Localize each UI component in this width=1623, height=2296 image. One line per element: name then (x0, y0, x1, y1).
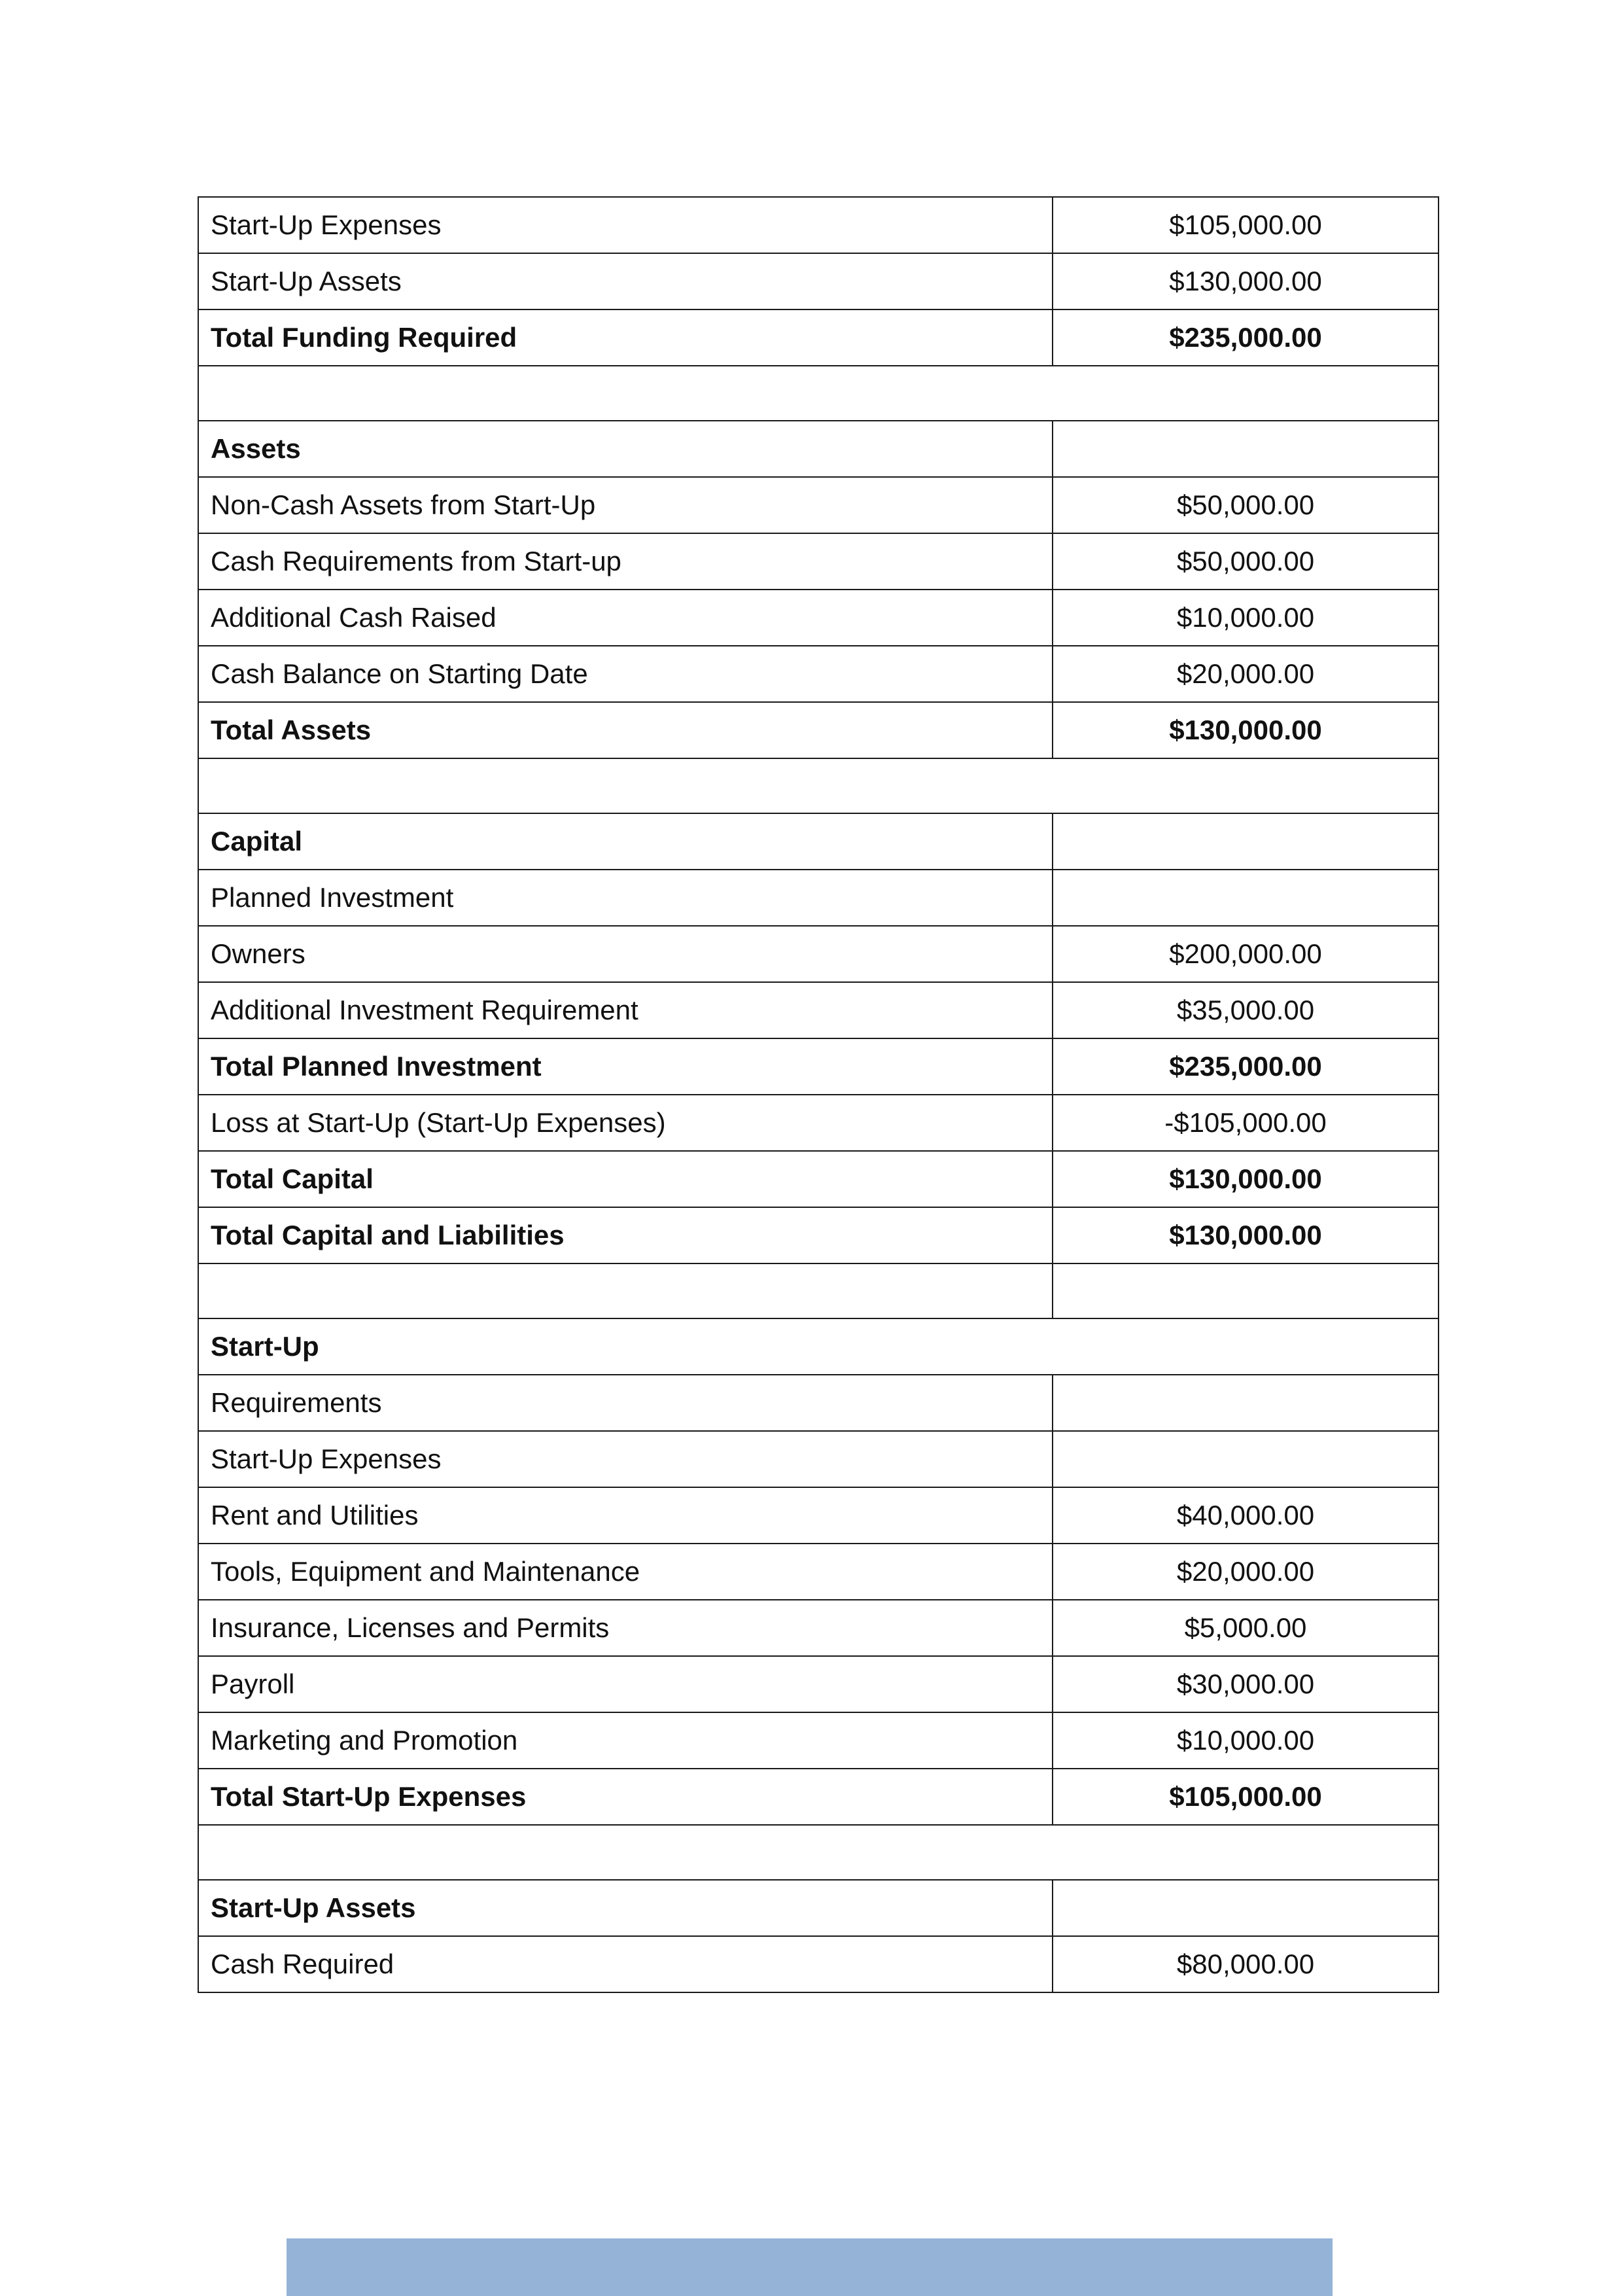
row-amount: $20,000.00 (1053, 646, 1439, 702)
row-label: Insurance, Licenses and Permits (198, 1600, 1053, 1656)
row-label: Total Capital and Liabilities (198, 1207, 1053, 1263)
row-label: Total Start-Up Expenses (198, 1769, 1053, 1825)
section-header-label: Start-Up (198, 1318, 1439, 1375)
table-row (198, 870, 1439, 926)
row-label: Marketing and Promotion (198, 1712, 1053, 1769)
table-row (198, 982, 1439, 1038)
total-row (198, 1151, 1439, 1207)
row-amount: $20,000.00 (1053, 1544, 1439, 1600)
table-row (198, 197, 1439, 253)
row-amount: $40,000.00 (1053, 1487, 1439, 1544)
funding-table-body (198, 197, 1439, 1992)
row-amount: $105,000.00 (1053, 197, 1439, 253)
row-amount (1053, 813, 1439, 870)
row-amount: $105,000.00 (1053, 1769, 1439, 1825)
row-label: Rent and Utilities (198, 1487, 1053, 1544)
row-label: Capital (198, 813, 1053, 870)
row-amount: $10,000.00 (1053, 1712, 1439, 1769)
total-row (198, 1880, 1439, 1936)
row-amount: $10,000.00 (1053, 590, 1439, 646)
funding-table (198, 196, 1439, 1993)
row-label: Total Assets (198, 702, 1053, 758)
table-row (198, 1487, 1439, 1544)
table-row (198, 1656, 1439, 1712)
row-amount: -$105,000.00 (1053, 1095, 1439, 1151)
row-label: Cash Balance on Starting Date (198, 646, 1053, 702)
row-label: Cash Required (198, 1936, 1053, 1992)
table-row (198, 1544, 1439, 1600)
row-label: Payroll (198, 1656, 1053, 1712)
row-amount: $80,000.00 (1053, 1936, 1439, 1992)
row-label: Start-Up Assets (198, 1880, 1053, 1936)
spacer-cell (198, 758, 1439, 813)
row-amount: $35,000.00 (1053, 982, 1439, 1038)
row-amount: $30,000.00 (1053, 1656, 1439, 1712)
row-label: Start-Up Expenses (198, 197, 1053, 253)
row-amount (1053, 870, 1439, 926)
spacer-cell (198, 1825, 1439, 1880)
row-amount (1053, 1375, 1439, 1431)
row-amount: $235,000.00 (1053, 1038, 1439, 1095)
total-row (198, 1038, 1439, 1095)
row-amount: $200,000.00 (1053, 926, 1439, 982)
row-amount: $50,000.00 (1053, 477, 1439, 533)
row-amount: $130,000.00 (1053, 1207, 1439, 1263)
spacer-row (198, 366, 1439, 421)
row-label: Total Capital (198, 1151, 1053, 1207)
table-row (198, 533, 1439, 590)
spacer-row (198, 1825, 1439, 1880)
table-row (198, 1712, 1439, 1769)
total-row (198, 702, 1439, 758)
row-label: Planned Investment (198, 870, 1053, 926)
table-row (198, 1375, 1439, 1431)
spacer-row (198, 1263, 1439, 1318)
total-row (198, 813, 1439, 870)
row-amount (1053, 1431, 1439, 1487)
row-amount (1053, 421, 1439, 477)
row-amount: $130,000.00 (1053, 253, 1439, 309)
row-label: Additional Investment Requirement (198, 982, 1053, 1038)
table-row (198, 1431, 1439, 1487)
row-label: Additional Cash Raised (198, 590, 1053, 646)
row-amount: $130,000.00 (1053, 1151, 1439, 1207)
total-row (198, 309, 1439, 366)
row-label: Loss at Start-Up (Start-Up Expenses) (198, 1095, 1053, 1151)
table-row (198, 646, 1439, 702)
row-amount: $50,000.00 (1053, 533, 1439, 590)
row-amount (1053, 1880, 1439, 1936)
row-label: Start-Up Assets (198, 253, 1053, 309)
row-label: Owners (198, 926, 1053, 982)
section-header-row (198, 1318, 1439, 1375)
row-label: Total Funding Required (198, 309, 1053, 366)
row-label: Start-Up Expenses (198, 1431, 1053, 1487)
row-amount: $130,000.00 (1053, 702, 1439, 758)
table-row (198, 1600, 1439, 1656)
spacer-row (198, 758, 1439, 813)
row-label: Assets (198, 421, 1053, 477)
table-row (198, 590, 1439, 646)
row-label: Non-Cash Assets from Start-Up (198, 477, 1053, 533)
row-amount: $235,000.00 (1053, 309, 1439, 366)
total-row (198, 1207, 1439, 1263)
row-amount: $5,000.00 (1053, 1600, 1439, 1656)
table-row (198, 926, 1439, 982)
table-row (198, 1936, 1439, 1992)
spacer-cell (198, 1263, 1053, 1318)
table-row (198, 477, 1439, 533)
footer-bar (287, 2238, 1333, 2296)
spacer-cell (1053, 1263, 1439, 1318)
total-row (198, 1769, 1439, 1825)
table-row (198, 1095, 1439, 1151)
row-label: Requirements (198, 1375, 1053, 1431)
row-label: Cash Requirements from Start-up (198, 533, 1053, 590)
spacer-cell (198, 366, 1439, 421)
row-label: Tools, Equipment and Maintenance (198, 1544, 1053, 1600)
table-row (198, 253, 1439, 309)
row-label: Total Planned Investment (198, 1038, 1053, 1095)
total-row (198, 421, 1439, 477)
